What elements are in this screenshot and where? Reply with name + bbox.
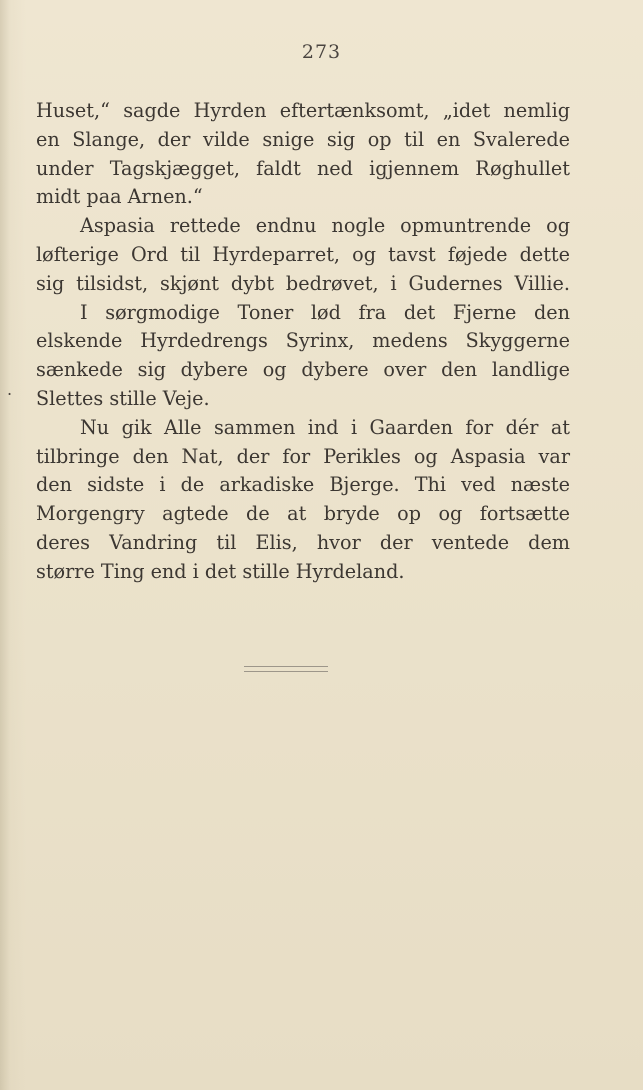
text-line: Morgengry agtede de at bryde op og fortsætte (36, 502, 570, 526)
body-text (36, 97, 570, 587)
text-line: midt paa Arnen.“ (36, 185, 203, 209)
text-line: tilbringe den Nat, der for Perikles og Aspasia var (36, 444, 570, 468)
chapter-end-rule (244, 666, 328, 672)
text-line: større Ting end i det stille Hyrdeland. (36, 559, 405, 583)
text-line: deres Vandring til Elis, hvor der ventede dem (36, 530, 570, 554)
paragraph-start-line: Aspasia rettede endnu nogle opmuntrende og (80, 214, 570, 238)
text-line: Slettes stille Veje. (36, 386, 210, 410)
text-line: en Slange, der vilde snige sig op til en Svalerede (36, 127, 570, 151)
page-number: 273 (301, 41, 342, 63)
margin-mark: . (7, 380, 13, 399)
text-line: elskende Hyrdedrengs Syrinx, medens Skyggerne (36, 329, 570, 353)
text-line: løfterige Ord til Hyrdeparret, og tavst føjede dette (36, 242, 570, 266)
text-line: sænkede sig dybere og dybere over den landlige (36, 358, 570, 382)
text-line: under Tagskjægget, faldt ned igjennem Røghullet (36, 156, 570, 180)
paragraph-start-line: I sørgmodige Toner lød fra det Fjerne den (80, 300, 570, 324)
text-line: den sidste i de arkadiske Bjerge. Thi ved næste (36, 473, 570, 497)
text-line: sig tilsidst, skjønt dybt bedrøvet, i Gudernes Villie. (36, 271, 570, 295)
paragraph-start-line: Nu gik Alle sammen ind i Gaarden for dér at (80, 415, 570, 439)
text-line: Huset,“ sagde Hyrden eftertænksomt, „idet nemlig (36, 99, 570, 122)
